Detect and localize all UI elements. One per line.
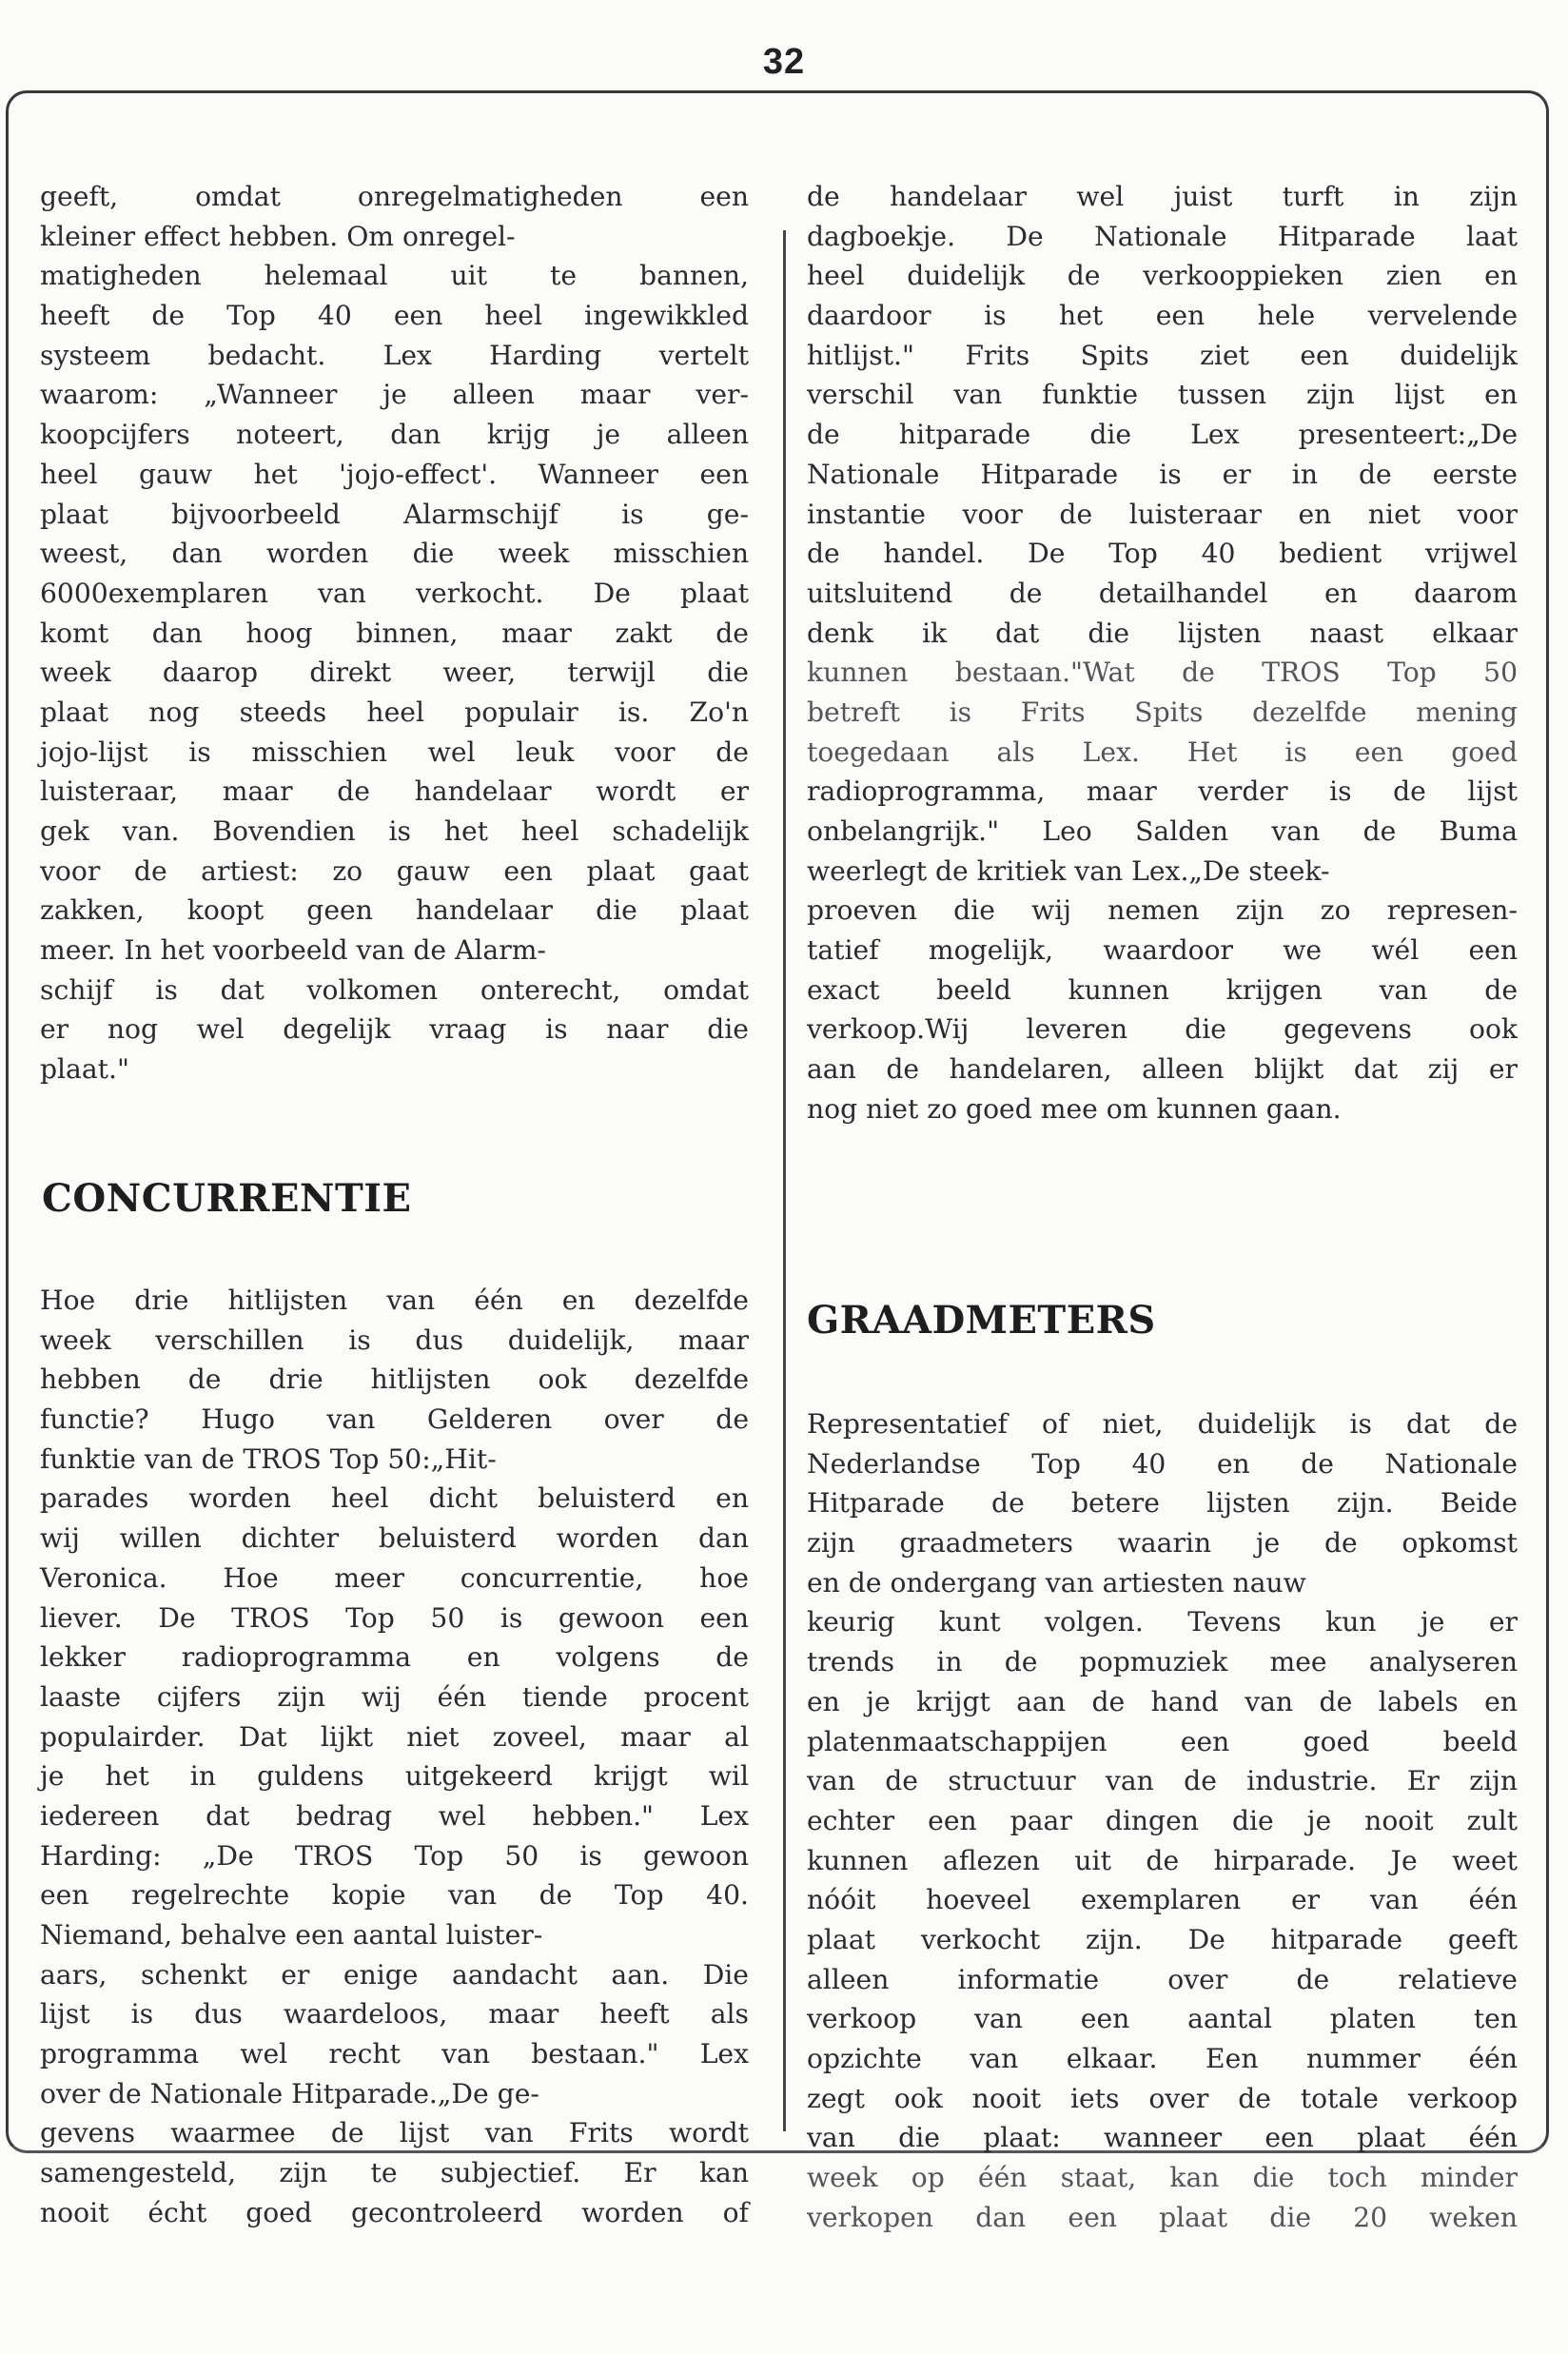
text-line: jojo-lijst is misschien wel leuk voor de xyxy=(40,736,749,768)
section-heading-graadmeters: GRAADMETERS xyxy=(807,1298,1156,1343)
text-line: over de Nationale Hitparade.„De ge- xyxy=(40,2077,539,2109)
text-line: er nog wel degelijk vraag is naar die xyxy=(40,1013,749,1046)
text-line: kleiner effect hebben. Om onregel- xyxy=(40,220,516,252)
text-line: koopcijfers noteert, dan krijg je alleen xyxy=(40,419,749,451)
text-line: dagboekje. De Nationale Hitparade laat xyxy=(807,220,1518,252)
text-line: programma wel recht van bestaan." Lex xyxy=(40,2038,749,2070)
text-line: zijn graadmeters waarin je de opkomst xyxy=(807,1527,1518,1560)
text-line: liever. De TROS Top 50 is gewoon een xyxy=(40,1601,749,1634)
text-line: echter een paar dingen die je nooit zult xyxy=(807,1804,1518,1836)
text-line: samengesteld, zijn te subjectief. Er kan xyxy=(40,2157,749,2189)
text-line: meer. In het voorbeeld van de Alarm- xyxy=(40,934,546,967)
text-line: nooit écht goed gecontroleerd worden of xyxy=(40,2196,749,2228)
text-line: en de ondergang van artiesten nauw xyxy=(807,1566,1306,1599)
text-line: weest, dan worden die week misschien xyxy=(40,538,749,570)
text-line: Harding: „De TROS Top 50 is gewoon xyxy=(40,1839,749,1872)
text-line: daardoor is het een hele vervelende xyxy=(807,300,1518,332)
text-line: aars, schenkt er enige aandacht aan. Die xyxy=(40,1958,749,1991)
text-line: verschil van funktie tussen zijn lijst en xyxy=(807,379,1518,411)
text-line: wij willen dichter beluisterd worden dan xyxy=(40,1522,749,1555)
text-line: tatief mogelijk, waardoor we wél een xyxy=(807,934,1518,967)
text-line: nog niet zo goed mee om kunnen gaan. xyxy=(807,1092,1342,1125)
text-line: Niemand, behalve een aantal luister- xyxy=(40,1919,543,1951)
text-line: komt dan hoog binnen, maar zakt de xyxy=(40,617,749,649)
column-divider-top xyxy=(783,230,786,1163)
left-column-block1 xyxy=(40,177,749,1089)
text-line: nóóit hoeveel exemplaren er van één xyxy=(807,1884,1518,1916)
text-line: instantie voor de luisteraar en niet voor xyxy=(807,498,1518,530)
text-line: de handel. De Top 40 bedient vrijwel xyxy=(807,538,1518,570)
text-line: waarom: „Wanneer je alleen maar ver- xyxy=(40,379,749,411)
text-line: exact beeld kunnen krijgen van de xyxy=(807,973,1518,1006)
text-line: luisteraar, maar de handelaar wordt er xyxy=(40,775,749,808)
text-line: betreft is Frits Spits dezelfde mening xyxy=(807,696,1518,728)
text-line: opzichte van elkaar. Een nummer één xyxy=(807,2043,1518,2074)
text-line: week op één staat, kan die toch minder xyxy=(807,2162,1518,2194)
text-line: hitlijst." Frits Spits ziet een duidelijk xyxy=(807,339,1518,371)
text-line: plaat." xyxy=(40,1053,129,1086)
text-line: toegedaan als Lex. Het is een goed xyxy=(807,736,1518,768)
text-line: hebben de drie hitlijsten ook dezelfde xyxy=(40,1363,749,1396)
text-line: gek van. Bovendien is het heel schadelijk xyxy=(40,815,749,847)
text-line: geeft, omdat onregelmatigheden een xyxy=(40,181,749,212)
text-line: plaat bijvoorbeeld Alarmschijf is ge- xyxy=(40,498,749,530)
text-line: van de structuur van de industrie. Er zijn xyxy=(807,1765,1518,1797)
column-divider-bottom xyxy=(783,1142,786,2131)
text-line: plaat nog steeds heel populair is. Zo'n xyxy=(40,696,749,728)
text-line: Hoe drie hitlijsten van één en dezelfde xyxy=(40,1285,749,1316)
text-line: funktie van de TROS Top 50:„Hit- xyxy=(40,1442,497,1475)
text-line: platenmaatschappijen een goed beeld xyxy=(807,1725,1518,1757)
text-line: aan de handelaren, alleen blijkt dat zij er xyxy=(807,1053,1518,1086)
text-line: zegt ook nooit iets over de totale verkoop xyxy=(807,2082,1518,2114)
text-line: een regelrechte kopie van de Top 40. xyxy=(40,1879,749,1912)
text-line: voor de artiest: zo gauw een plaat gaat xyxy=(40,854,749,887)
text-line: heel duidelijk de verkooppieken zien en xyxy=(807,260,1518,292)
text-line: week verschillen is dus duidelijk, maar xyxy=(40,1324,749,1356)
text-line: Hitparade de betere lijsten zijn. Beide xyxy=(807,1487,1518,1520)
text-line: gevens waarmee de lijst van Frits wordt xyxy=(40,2117,749,2149)
text-line: alleen informatie over de relatieve xyxy=(807,1963,1518,1995)
text-line: verkoop.Wij leveren die gegevens ook xyxy=(807,1013,1518,1046)
text-line: uitsluitend de detailhandel en daarom xyxy=(807,577,1518,609)
text-line: kunnen bestaan."Wat de TROS Top 50 xyxy=(807,657,1518,689)
text-line: 6000exemplaren van verkocht. De plaat xyxy=(40,577,749,609)
text-line: heeft de Top 40 een heel ingewikkled xyxy=(40,300,749,332)
text-line: week daarop direkt weer, terwijl die xyxy=(40,657,749,689)
text-line: weerlegt de kritiek van Lex.„De steek- xyxy=(807,854,1330,887)
text-line: Veronica. Hoe meer concurrentie, hoe xyxy=(40,1561,749,1594)
right-column-block1 xyxy=(807,177,1518,1129)
text-line: plaat verkocht zijn. De hitparade geeft xyxy=(807,1923,1518,1955)
text-line: populairder. Dat lijkt niet zoveel, maar al xyxy=(40,1720,749,1753)
text-line: iedereen dat bedrag wel hebben." Lex xyxy=(40,1799,749,1832)
text-line: Nationale Hitparade is er in de eerste xyxy=(807,458,1518,490)
left-column-block2 xyxy=(40,1281,749,2233)
text-line: lijst is dus waardeloos, maar heeft als xyxy=(40,1998,749,2030)
page-number: 32 xyxy=(762,42,806,82)
text-line: verkoop van een aantal platen ten xyxy=(807,2003,1518,2035)
text-line: van die plaat: wanneer een plaat één xyxy=(807,2122,1518,2154)
text-line: zakken, koopt geen handelaar die plaat xyxy=(40,894,749,927)
text-line: heel gauw het 'jojo-effect'. Wanneer een xyxy=(40,458,749,490)
text-line: radioprogramma, maar verder is de lijst xyxy=(807,775,1518,808)
text-line: kunnen aflezen uit de hirparade. Je weet xyxy=(807,1844,1518,1876)
text-line: de handelaar wel juist turft in zijn xyxy=(807,181,1518,212)
text-line: schijf is dat volkomen onterecht, omdat xyxy=(40,973,749,1006)
text-line: de hitparade die Lex presenteert:„De xyxy=(807,419,1518,451)
text-line: onbelangrijk." Leo Salden van de Buma xyxy=(807,815,1518,847)
text-line: trends in de popmuziek mee analyseren xyxy=(807,1646,1518,1678)
text-line: Representatief of niet, duidelijk is dat de xyxy=(807,1408,1518,1440)
text-line: proeven die wij nemen zijn zo represen- xyxy=(807,894,1518,927)
text-line: matigheden helemaal uit te bannen, xyxy=(40,260,749,292)
text-line: laaste cijfers zijn wij één tiende procent xyxy=(40,1680,749,1713)
text-line: lekker radioprogramma en volgens de xyxy=(40,1641,749,1674)
text-line: keurig kunt volgen. Tevens kun je er xyxy=(807,1606,1518,1638)
right-column-block2 xyxy=(807,1404,1518,2237)
text-line: functie? Hugo van Gelderen over de xyxy=(40,1403,749,1436)
text-line: je het in guldens uitgekeerd krijgt wil xyxy=(40,1760,749,1793)
text-line: parades worden heel dicht beluisterd en xyxy=(40,1482,749,1515)
text-line: systeem bedacht. Lex Harding vertelt xyxy=(40,339,749,371)
text-line: verkopen dan een plaat die 20 weken xyxy=(807,2201,1518,2233)
section-heading-concurrentie: CONCURRENTIE xyxy=(42,1176,412,1221)
text-line: en je krijgt aan de hand van de labels en xyxy=(807,1685,1518,1717)
text-line: denk ik dat die lijsten naast elkaar xyxy=(807,617,1518,649)
text-line: Nederlandse Top 40 en de Nationale xyxy=(807,1447,1518,1480)
